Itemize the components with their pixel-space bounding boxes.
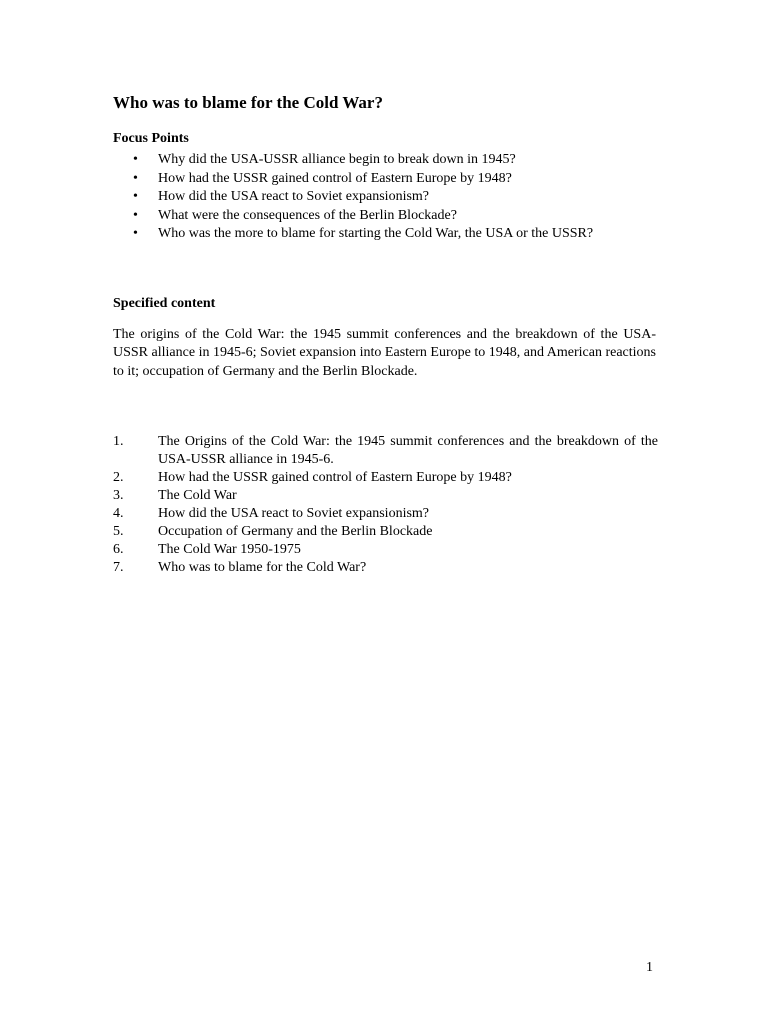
list-item <box>113 559 658 577</box>
page-title: Who was to blame for the Cold War? <box>113 93 383 112</box>
item-number: 1. <box>113 434 124 449</box>
item-text: The Origins of the Cold War: the 1945 summit conferences and the breakdown of the USA-USSR alliance in 1945-6. <box>158 434 658 467</box>
item-number: 2. <box>113 470 124 485</box>
list-item <box>113 188 593 207</box>
focus-points-heading: Focus Points <box>113 131 189 146</box>
item-number: 6. <box>113 542 124 557</box>
focus-point-text: Who was the more to blame for starting the Cold War, the USA or the USSR? <box>158 226 594 241</box>
list-item <box>113 207 593 226</box>
specified-content-heading: Specified content <box>113 296 216 311</box>
bullet-icon: • <box>133 207 138 223</box>
list-item <box>113 541 658 559</box>
focus-points-list <box>113 151 593 244</box>
numbered-topic-list <box>113 433 658 577</box>
list-item <box>113 151 593 170</box>
focus-point-text: How did the USA react to Soviet expansionism? <box>158 189 430 204</box>
item-text: The Cold War 1950-1975 <box>158 542 301 557</box>
focus-point-text: What were the consequences of the Berlin Blockade? <box>158 207 457 223</box>
bullet-icon: • <box>133 189 138 204</box>
focus-point-text: How had the USSR gained control of Eastern Europe by 1948? <box>158 170 512 186</box>
list-item <box>113 523 658 541</box>
list-item <box>113 225 593 244</box>
list-item <box>113 170 593 189</box>
item-number: 7. <box>113 560 124 575</box>
bullet-icon: • <box>133 170 138 186</box>
bullet-icon: • <box>133 226 138 241</box>
page-number: 1 <box>646 960 653 975</box>
item-text: Who was to blame for the Cold War? <box>158 560 367 575</box>
bullet-icon: • <box>133 152 138 167</box>
item-number: 3. <box>113 488 124 503</box>
item-number: 4. <box>113 506 124 521</box>
item-text: The Cold War <box>158 488 237 503</box>
specified-content-paragraph: The origins of the Cold War: the 1945 summit conferences and the breakdown of the USA-USSR alliance in 1945-6; Soviet expansion into Eastern Europe to 1948, and American reactions to it; occupation of Germany and the Berlin Blockade. <box>113 327 656 379</box>
list-item <box>113 505 658 523</box>
list-item <box>113 469 658 487</box>
focus-point-text: Why did the USA-USSR alliance begin to break down in 1945? <box>158 152 516 167</box>
item-number: 5. <box>113 524 124 539</box>
item-text: Occupation of Germany and the Berlin Blockade <box>158 524 433 539</box>
item-text: How did the USA react to Soviet expansionism? <box>158 506 430 521</box>
list-item <box>113 487 658 505</box>
item-text: How had the USSR gained control of Eastern Europe by 1948? <box>158 470 512 485</box>
list-item <box>113 433 658 469</box>
